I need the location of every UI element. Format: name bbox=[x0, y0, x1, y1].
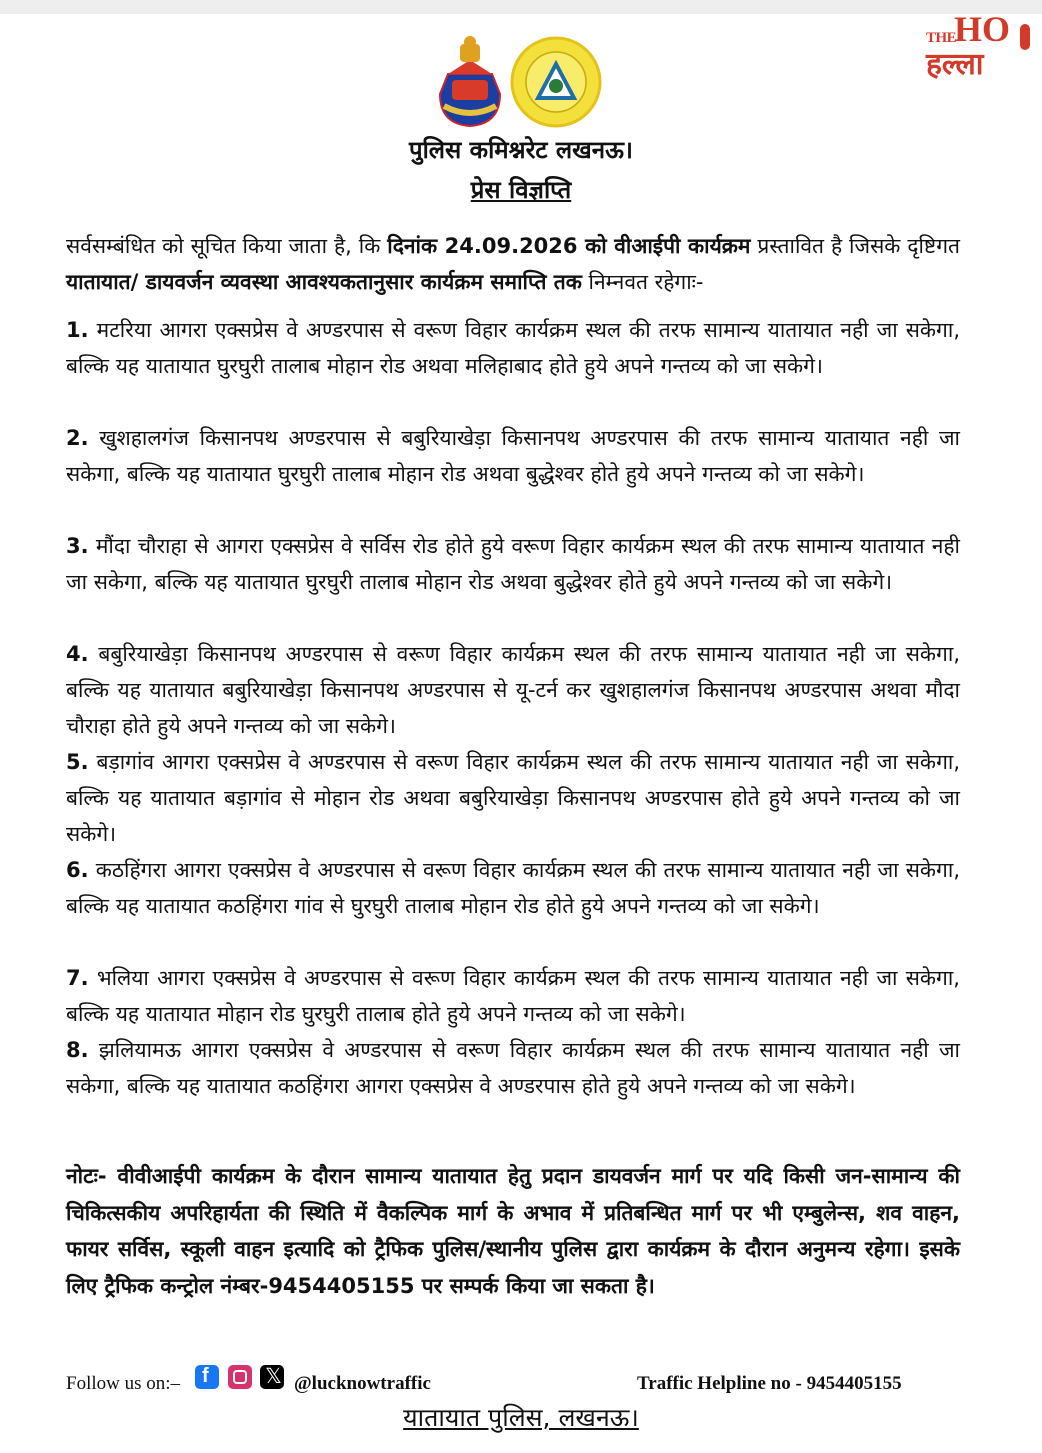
list-item bbox=[66, 852, 960, 924]
item-number: 6. bbox=[66, 858, 89, 882]
emblems bbox=[434, 34, 604, 130]
item-number: 4. bbox=[66, 642, 89, 666]
intro-text-1: सर्वसम्बंधित को सूचित किया जाता है, कि bbox=[66, 234, 388, 258]
the-hohalla-logo bbox=[924, 8, 1032, 84]
list-item bbox=[66, 420, 960, 492]
intro-text-2: प्रस्तावित है जिसके दृष्टिगत bbox=[750, 234, 960, 258]
item-text: झलियामऊ आगरा एक्सप्रेस वे अण्डरपास से वरूण विहार कार्यक्रम स्थल की तरफ सामान्य यातायात नही जा सकेगा, बल्कि यह यातायात कठहिंगरा आगरा एक्सप्रेस वे अण्डरपास होते हुये अपने गन्तव्य को जा सकेगे। bbox=[66, 1038, 960, 1098]
item-number: 7. bbox=[66, 966, 89, 990]
instagram-icon[interactable] bbox=[228, 1365, 252, 1389]
item-number: 3. bbox=[66, 534, 89, 558]
list-item bbox=[66, 960, 960, 1032]
item-number: 1. bbox=[66, 318, 89, 342]
list-item bbox=[66, 744, 960, 852]
follow-us-label: Follow us on:– bbox=[66, 1373, 181, 1394]
intro-text-3: निम्नवत रहेगाः- bbox=[581, 270, 704, 294]
intro-paragraph bbox=[66, 228, 960, 300]
item-number: 2. bbox=[66, 426, 89, 450]
item-text: मटरिया आगरा एक्सप्रेस वे अण्डरपास से वरूण विहार कार्यक्रम स्थल की तरफ सामान्य यातायात नही जा सकेगा, बल्कि यह यातायात घुरघुरी तालाब मोहान रोड अथवा मलिहाबाद होते हुये अपने गन्तव्य को जा सकेगे। bbox=[66, 318, 960, 378]
item-text: खुशहालगंज किसानपथ अण्डरपास से बबुरियाखेड़ा किसानपथ अण्डरपास की तरफ सामान्य यातायात नही जा सकेगा, बल्कि यह यातायात घुरघुरी तालाब मोहान रोड अथवा बुद्धेश्वर होते हुये अपने गन्तव्य को जा सकेगे। bbox=[66, 426, 960, 486]
top-band bbox=[0, 0, 1042, 14]
page-subtitle: प्रेस विज्ञप्ति bbox=[470, 176, 572, 204]
item-number: 8. bbox=[66, 1038, 89, 1062]
intro-bold-date: दिनांक 24.09.2026 को वीआईपी कार्यक्रम bbox=[387, 234, 751, 258]
list-item bbox=[66, 1032, 960, 1104]
item-text: कठहिंगरा आगरा एक्सप्रेस वे अण्डरपास से वरूण विहार कार्यक्रम स्थल की तरफ सामान्य यातायात नही जा सकेगा, बल्कि यह यातायात कठहिंगरा गांव से घुरघुरी तालाब मोहान रोड होते हुये अपने गन्तव्य को जा सकेगे। bbox=[66, 858, 960, 918]
commissionerate-badge bbox=[512, 38, 600, 126]
facebook-icon[interactable]: f bbox=[195, 1365, 219, 1389]
logo-the-text: THE bbox=[926, 30, 957, 46]
traffic-helpline: Traffic Helpline no - 9454405155 bbox=[637, 1373, 902, 1394]
signature-line: यातायात पुलिस, लखनऊ। bbox=[403, 1403, 639, 1432]
logo-ho-text: HO bbox=[954, 9, 1011, 49]
intro-bold-diversion: यातायात/ डायवर्जन व्यवस्था आवश्यकतानुसार कार्यक्रम समाप्ति तक bbox=[66, 270, 582, 294]
item-text: मौंदा चौराहा से आगरा एक्सप्रेस वे सर्विस रोड होते हुये वरूण विहार कार्यक्रम स्थल की तरफ सामान्य यातायात नही जा सकेगा, बल्कि यह यातायात घुरघुरी तालाब मोहान रोड अथवा बुद्धेश्वर होते हुये अपने गन्तव्य को जा सकेगे। bbox=[66, 534, 960, 594]
list-item bbox=[66, 528, 960, 600]
item-number: 5. bbox=[66, 750, 89, 774]
note-paragraph: नोटः- वीवीआईपी कार्यक्रम के दौरान सामान्य यातायात हेतु प्रदान डायवर्जन मार्ग पर यदि किसी जन-सामान्य की चिकित्सकीय अपरिहार्यता की स्थिति में वैकल्पिक मार्ग के अभाव में प्रतिबन्धित मार्ग पर भी एम्बुलेन्स, शव वाहन, फायर सर्विस, स्कूली वाहन इत्यादि को ट्रैफिक पुलिस/स्थानीय पुलिस द्वारा कार्यक्रम के दौरान अनुमन्य रहेगा। इसके लिए ट्रैफिक कन्ट्रोल नंम्बर-9454405155 पर सम्पर्क किया जा सकता है। bbox=[66, 1164, 960, 1298]
logo-halla-text: हल्ला bbox=[926, 47, 984, 82]
list-item bbox=[66, 312, 960, 384]
item-text: बड़ागांव आगरा एक्सप्रेस वे अण्डरपास से वरूण विहार कार्यक्रम स्थल की तरफ सामान्य यातायात नही जा सकेगा, बल्कि यह यातायात बड़ागांव से मोहान रोड अथवा बबुरियाखेड़ा किसानपथ अण्डरपास होते हुये अपने गन्तव्य को जा सकेगे। bbox=[66, 750, 961, 846]
item-text: बबुरियाखेड़ा किसानपथ अण्डरपास से वरूण विहार कार्यक्रम स्थल की तरफ सामान्य यातायात नही जा सकेगा, बल्कि यह यातायात बबुरियाखेड़ा किसानपथ अण्डरपास से यू-टर्न कर खुशहालगंज किसानपथ अण्डरपास अथवा मौदा चौराहा होते हुये अपने गन्तव्य को जा सकेगे। bbox=[66, 642, 960, 738]
microphone-icon bbox=[1020, 24, 1030, 50]
item-text: भलिया आगरा एक्सप्रेस वे अण्डरपास से वरूण विहार कार्यक्रम स्थल की तरफ सामान्य यातायात नही जा सकेगा, बल्कि यह यातायात मोहान रोड घुरघुरी तालाब होते हुये अपने गन्तव्य को जा सकेगे। bbox=[66, 966, 960, 1026]
footer bbox=[66, 1363, 966, 1403]
x-icon[interactable]: 𝕏 bbox=[260, 1365, 284, 1389]
list-item bbox=[66, 636, 960, 744]
social-handle[interactable]: @lucknowtraffic bbox=[294, 1373, 431, 1394]
page-title: पुलिस कमिश्नरेट लखनऊ। bbox=[408, 136, 634, 164]
up-police-emblem bbox=[440, 36, 500, 126]
